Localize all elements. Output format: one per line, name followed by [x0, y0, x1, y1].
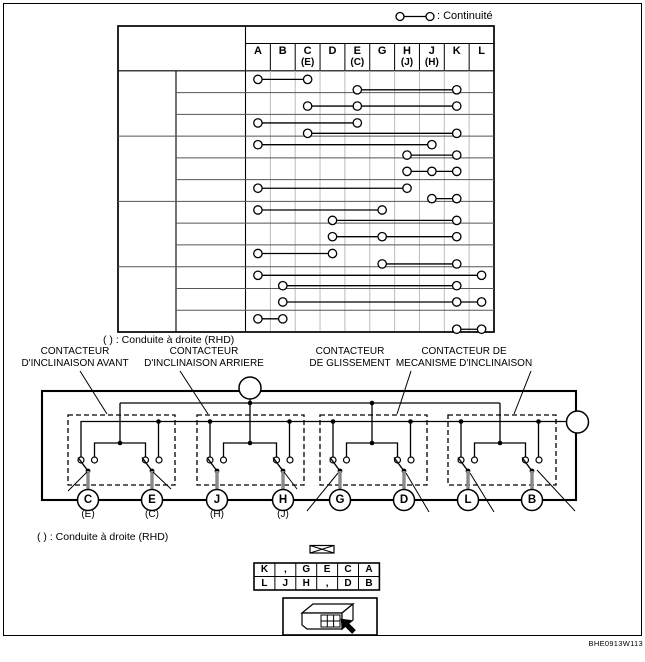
table-column-alt-letter: (H)	[424, 56, 439, 68]
table-group-label	[119, 71, 175, 136]
legend-label: : Continuité	[437, 10, 493, 22]
terminal-letter: G	[335, 493, 345, 506]
table-column-letter: G	[377, 44, 387, 57]
pinout-cell: L	[261, 577, 268, 589]
pinout-cell: J	[282, 577, 289, 589]
table-column-letter: B	[278, 44, 287, 57]
table-column-alt-letter: (C)	[350, 56, 365, 68]
figure-code: BHE0913W113	[588, 639, 643, 648]
table-column-alt-letter: (E)	[300, 56, 315, 68]
table-row-label	[177, 223, 245, 245]
table-column-letter: D	[328, 44, 337, 57]
terminal-alt-letter: (C)	[145, 509, 159, 520]
pinout-cell: K	[260, 564, 269, 575]
terminal-letter: D	[399, 493, 409, 506]
table-row-label	[177, 180, 245, 202]
section-label	[374, 346, 554, 370]
section-label-line: CONTACTEUR	[315, 346, 385, 357]
section-label-line: D'INCLINAISON ARRIERE	[144, 358, 264, 369]
section-label-line: DE GLISSEMENT	[309, 358, 391, 369]
table-row-label	[177, 158, 245, 180]
pinout-cell: C	[344, 564, 352, 575]
table-row-label	[177, 114, 245, 136]
section-label-line: CONTACTEUR	[169, 346, 239, 357]
table-column-letter: H	[403, 44, 411, 57]
table-group-label	[119, 267, 175, 332]
table-row-label	[177, 201, 245, 223]
terminal-alt-letter: (E)	[81, 509, 95, 520]
section-label-line: D'INCLINAISON AVANT	[21, 358, 129, 369]
table-column-alt-letter: (J)	[400, 56, 414, 68]
table-group-label	[119, 201, 175, 266]
terminal-alt-letter: (H)	[210, 509, 224, 520]
pinout-cell: D	[344, 577, 352, 589]
table-row-label	[177, 245, 245, 267]
table-row-label	[177, 71, 245, 93]
table-row-label	[177, 310, 245, 332]
table-column-letter: E	[353, 44, 361, 57]
section-label-line: CONTACTEUR	[40, 346, 110, 357]
section-label-line: CONTACTEUR DE	[421, 346, 507, 357]
terminal-letter: B	[527, 493, 537, 506]
terminal-letter: L	[464, 493, 472, 506]
table-column-letter: C	[303, 44, 312, 57]
table-column-letter: A	[253, 44, 262, 57]
terminal-letter: H	[278, 493, 288, 506]
terminal-letter: C	[83, 493, 93, 506]
table-row-label	[177, 136, 245, 158]
table-column-letter: L	[478, 44, 485, 57]
table-row-label	[177, 93, 245, 115]
table-row-label	[177, 288, 245, 310]
terminal-letter: E	[148, 493, 156, 506]
table-column-letter: J	[428, 44, 435, 57]
table-column-letter: K	[452, 44, 461, 57]
pinout-cell: ,	[283, 564, 287, 575]
terminal-alt-letter: (J)	[277, 509, 289, 520]
pinout-cell: A	[365, 564, 373, 575]
pinout-cell: E	[323, 564, 331, 575]
pinout-cell: H	[302, 577, 310, 589]
pinout-cell: B	[365, 577, 373, 589]
section-label-line: MECANISME D'INCLINAISON	[395, 358, 533, 369]
table-row-label	[177, 267, 245, 289]
pinout-cell: ,	[325, 577, 329, 589]
pinout-cell: G	[302, 564, 311, 575]
rhd-note-bottom: ( ) : Conduite à droite (RHD)	[37, 531, 169, 543]
rhd-note-top: ( ) : Conduite à droite (RHD)	[103, 334, 235, 346]
terminal-letter: J	[213, 493, 221, 506]
table-group-label	[119, 136, 175, 201]
